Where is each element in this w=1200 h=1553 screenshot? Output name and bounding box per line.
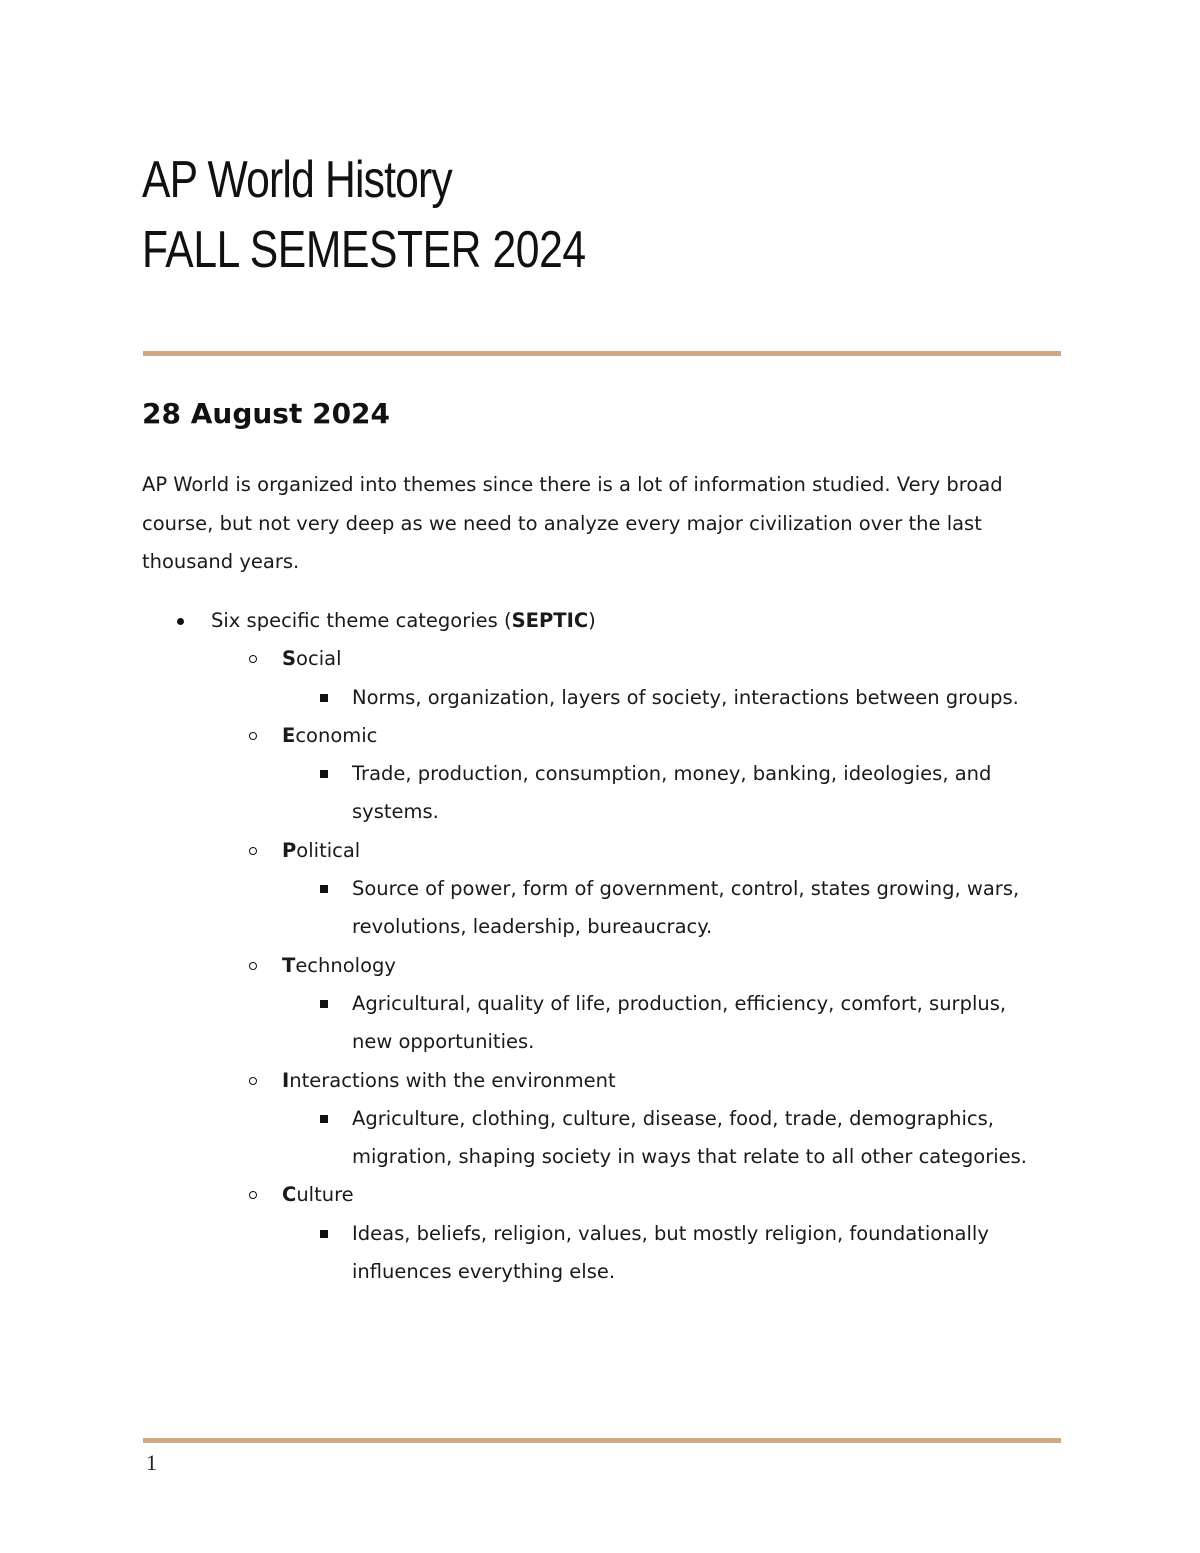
square-bullet-icon (320, 1115, 328, 1123)
hollow-circle-bullet-icon (249, 732, 257, 740)
square-bullet-icon (320, 770, 328, 778)
theme-detail-continuation (0, 1253, 1200, 1291)
theme-label: Culture (282, 1183, 354, 1207)
square-bullet-icon (320, 885, 328, 893)
theme-detail-text: Agriculture, clothing, culture, disease, food, trade, demographics, (352, 1106, 994, 1130)
theme-detail-text: Agricultural, quality of life, production, efficiency, comfort, surplus, (352, 991, 1007, 1015)
theme-label: Interactions with the environment (282, 1068, 616, 1092)
theme-detail-text: systems. (352, 800, 439, 824)
theme-item-political (0, 832, 1200, 870)
list-item (0, 602, 1200, 640)
theme-detail-text: influences everything else. (352, 1260, 616, 1284)
theme-detail-text: new opportunities. (352, 1030, 535, 1054)
septic-list (0, 602, 1200, 1291)
theme-detail (0, 755, 1200, 793)
page-number: 1 (146, 1450, 157, 1475)
square-bullet-icon (320, 694, 328, 702)
theme-item-social (0, 640, 1200, 678)
theme-label: Social (282, 647, 342, 671)
theme-item-technology (0, 947, 1200, 985)
theme-detail-text: Ideas, beliefs, religion, values, but mostly religion, foundationally (352, 1221, 989, 1245)
theme-item-culture (0, 1176, 1200, 1214)
theme-detail-text: Source of power, form of government, control, states growing, wars, (352, 877, 1020, 901)
header-divider (143, 351, 1061, 356)
theme-item-economic (0, 717, 1200, 755)
theme-detail-continuation (0, 1138, 1200, 1176)
theme-detail (0, 870, 1200, 908)
square-bullet-icon (320, 1000, 328, 1008)
theme-detail-continuation (0, 908, 1200, 946)
intro-paragraph (142, 466, 1042, 582)
theme-detail (0, 985, 1200, 1023)
theme-label: Economic (282, 723, 378, 747)
theme-detail (0, 679, 1200, 717)
hollow-circle-bullet-icon (249, 962, 257, 970)
document-subtitle: FALL SEMESTER 2024 (142, 221, 586, 279)
square-bullet-icon (320, 1230, 328, 1238)
footer-divider (143, 1438, 1061, 1443)
theme-detail (0, 1100, 1200, 1138)
intro-line: course, but not very deep as we need to analyze every major civilization over the last (142, 511, 982, 535)
theme-detail-text: Trade, production, consumption, money, banking, ideologies, and (352, 762, 992, 786)
intro-line: AP World is organized into themes since there is a lot of information studied. Very broad (142, 473, 1003, 496)
document-title: AP World History (142, 151, 452, 209)
theme-detail-text: Norms, organization, layers of society, interactions between groups. (352, 685, 1019, 709)
filled-circle-bullet-icon (177, 618, 184, 625)
date-heading: 28 August 2024 (142, 397, 391, 430)
theme-item-interactions (0, 1062, 1200, 1100)
hollow-circle-bullet-icon (249, 847, 257, 855)
list-item-text: Six specific theme categories (SEPTIC) (211, 609, 596, 632)
theme-label: Political (282, 838, 361, 862)
acronym: SEPTIC (511, 609, 589, 632)
theme-detail (0, 1215, 1200, 1253)
theme-detail-text: migration, shaping society in ways that relate to all other categories. (352, 1145, 1027, 1169)
hollow-circle-bullet-icon (249, 655, 257, 663)
theme-detail-continuation (0, 793, 1200, 831)
hollow-circle-bullet-icon (249, 1077, 257, 1085)
hollow-circle-bullet-icon (249, 1191, 257, 1199)
intro-line: thousand years. (142, 550, 300, 573)
theme-detail-continuation (0, 1023, 1200, 1061)
theme-label: Technology (282, 953, 396, 977)
theme-detail-text: revolutions, leadership, bureaucracy. (352, 915, 713, 939)
